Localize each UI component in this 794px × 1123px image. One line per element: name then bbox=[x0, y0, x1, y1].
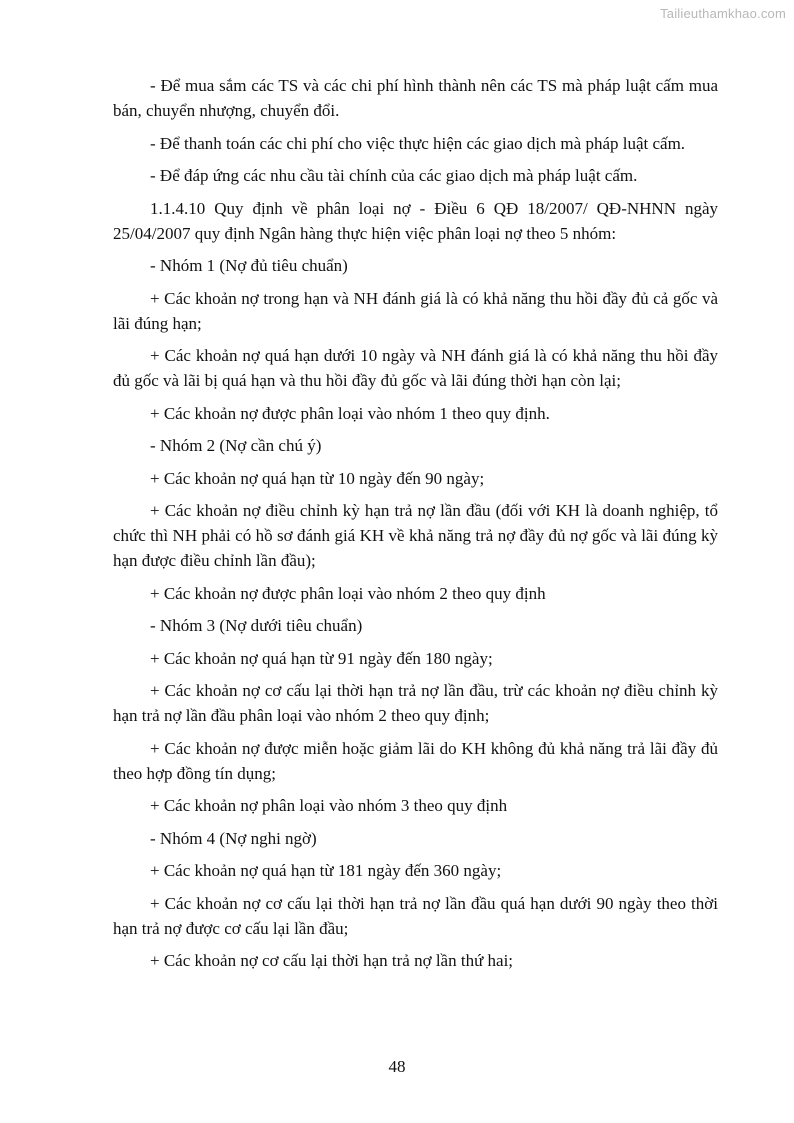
list-item: + Các khoản nợ quá hạn từ 10 ngày đến 90 ngày; bbox=[150, 468, 485, 488]
list-item: + Các khoản nợ được phân loại vào nhóm 2 theo quy định bbox=[150, 583, 546, 603]
paragraph: - Để đáp ứng các nhu cầu tài chính của các giao dịch mà pháp luật cấm. bbox=[150, 166, 638, 185]
list-item: + Các khoản nợ phân loại vào nhóm 3 theo quy định bbox=[150, 796, 508, 815]
section-heading-paragraph: 1.1.4.10 Quy định về phân loại nợ - Điều 6 QĐ 18/2007/ QĐ-NHNN ngày 25/04/2007 quy định Ngân hàng thực hiện việc phân loại nợ theo 5 nhóm: bbox=[113, 198, 718, 243]
document-body bbox=[113, 73, 718, 981]
list-item: + Các khoản nợ được phân loại vào nhóm 1 theo quy định. bbox=[150, 403, 550, 423]
list-item: + Các khoản nợ trong hạn và NH đánh giá là có khả năng thu hồi đầy đủ cả gốc và lãi đúng hạn; bbox=[113, 288, 718, 333]
list-item: + Các khoản nợ cơ cấu lại thời hạn trả nợ lần đầu quá hạn dưới 90 ngày theo thời hạn trả nợ được cơ cấu lại lần đầu; bbox=[113, 893, 718, 938]
list-item: + Các khoản nợ điều chỉnh kỳ hạn trả nợ lần đầu (đối với KH là doanh nghiệp, tổ chức thì NH phải có hồ sơ đánh giá KH về khả năng trả nợ đầy đủ nợ gốc và lãi đúng kỳ hạn được điều chỉnh lần đầu); bbox=[113, 501, 718, 570]
list-item: + Các khoản nợ cơ cấu lại thời hạn trả nợ lần đầu, trừ các khoản nợ điều chỉnh kỳ hạn trả nợ lần đầu phân loại vào nhóm 2 theo quy định; bbox=[113, 681, 718, 725]
paragraph: - Để mua sắm các TS và các chi phí hình thành nên các TS mà pháp luật cấm mua bán, chuyển nhượng, chuyển đổi. bbox=[113, 76, 718, 120]
group-heading-4: - Nhóm 4 (Nợ nghi ngờ) bbox=[150, 828, 317, 848]
list-item: + Các khoản nợ quá hạn từ 91 ngày đến 180 ngày; bbox=[150, 648, 493, 668]
group-heading-3: - Nhóm 3 (Nợ dưới tiêu chuẩn) bbox=[150, 616, 363, 635]
list-item: + Các khoản nợ quá hạn từ 181 ngày đến 360 ngày; bbox=[150, 861, 502, 880]
watermark-text: Tailieuthamkhao.com bbox=[660, 6, 786, 21]
list-item: + Các khoản nợ được miễn hoặc giảm lãi do KH không đủ khả năng trả lãi đầy đủ theo hợp đồng tín dụng; bbox=[113, 738, 718, 783]
page-number: 48 bbox=[388, 1057, 406, 1076]
group-heading-1: - Nhóm 1 (Nợ đủ tiêu chuẩn) bbox=[150, 256, 348, 275]
paragraph: - Để thanh toán các chi phí cho việc thực hiện các giao dịch mà pháp luật cấm. bbox=[150, 133, 686, 153]
list-item: + Các khoản nợ cơ cấu lại thời hạn trả nợ lần thứ hai; bbox=[150, 951, 514, 970]
group-heading-2: - Nhóm 2 (Nợ cần chú ý) bbox=[150, 436, 322, 455]
list-item: + Các khoản nợ quá hạn dưới 10 ngày và NH đánh giá là có khả năng thu hồi đầy đủ gốc và lãi bị quá hạn và thu hồi đầy đủ gốc và lãi đúng thời hạn còn lại; bbox=[113, 346, 718, 390]
